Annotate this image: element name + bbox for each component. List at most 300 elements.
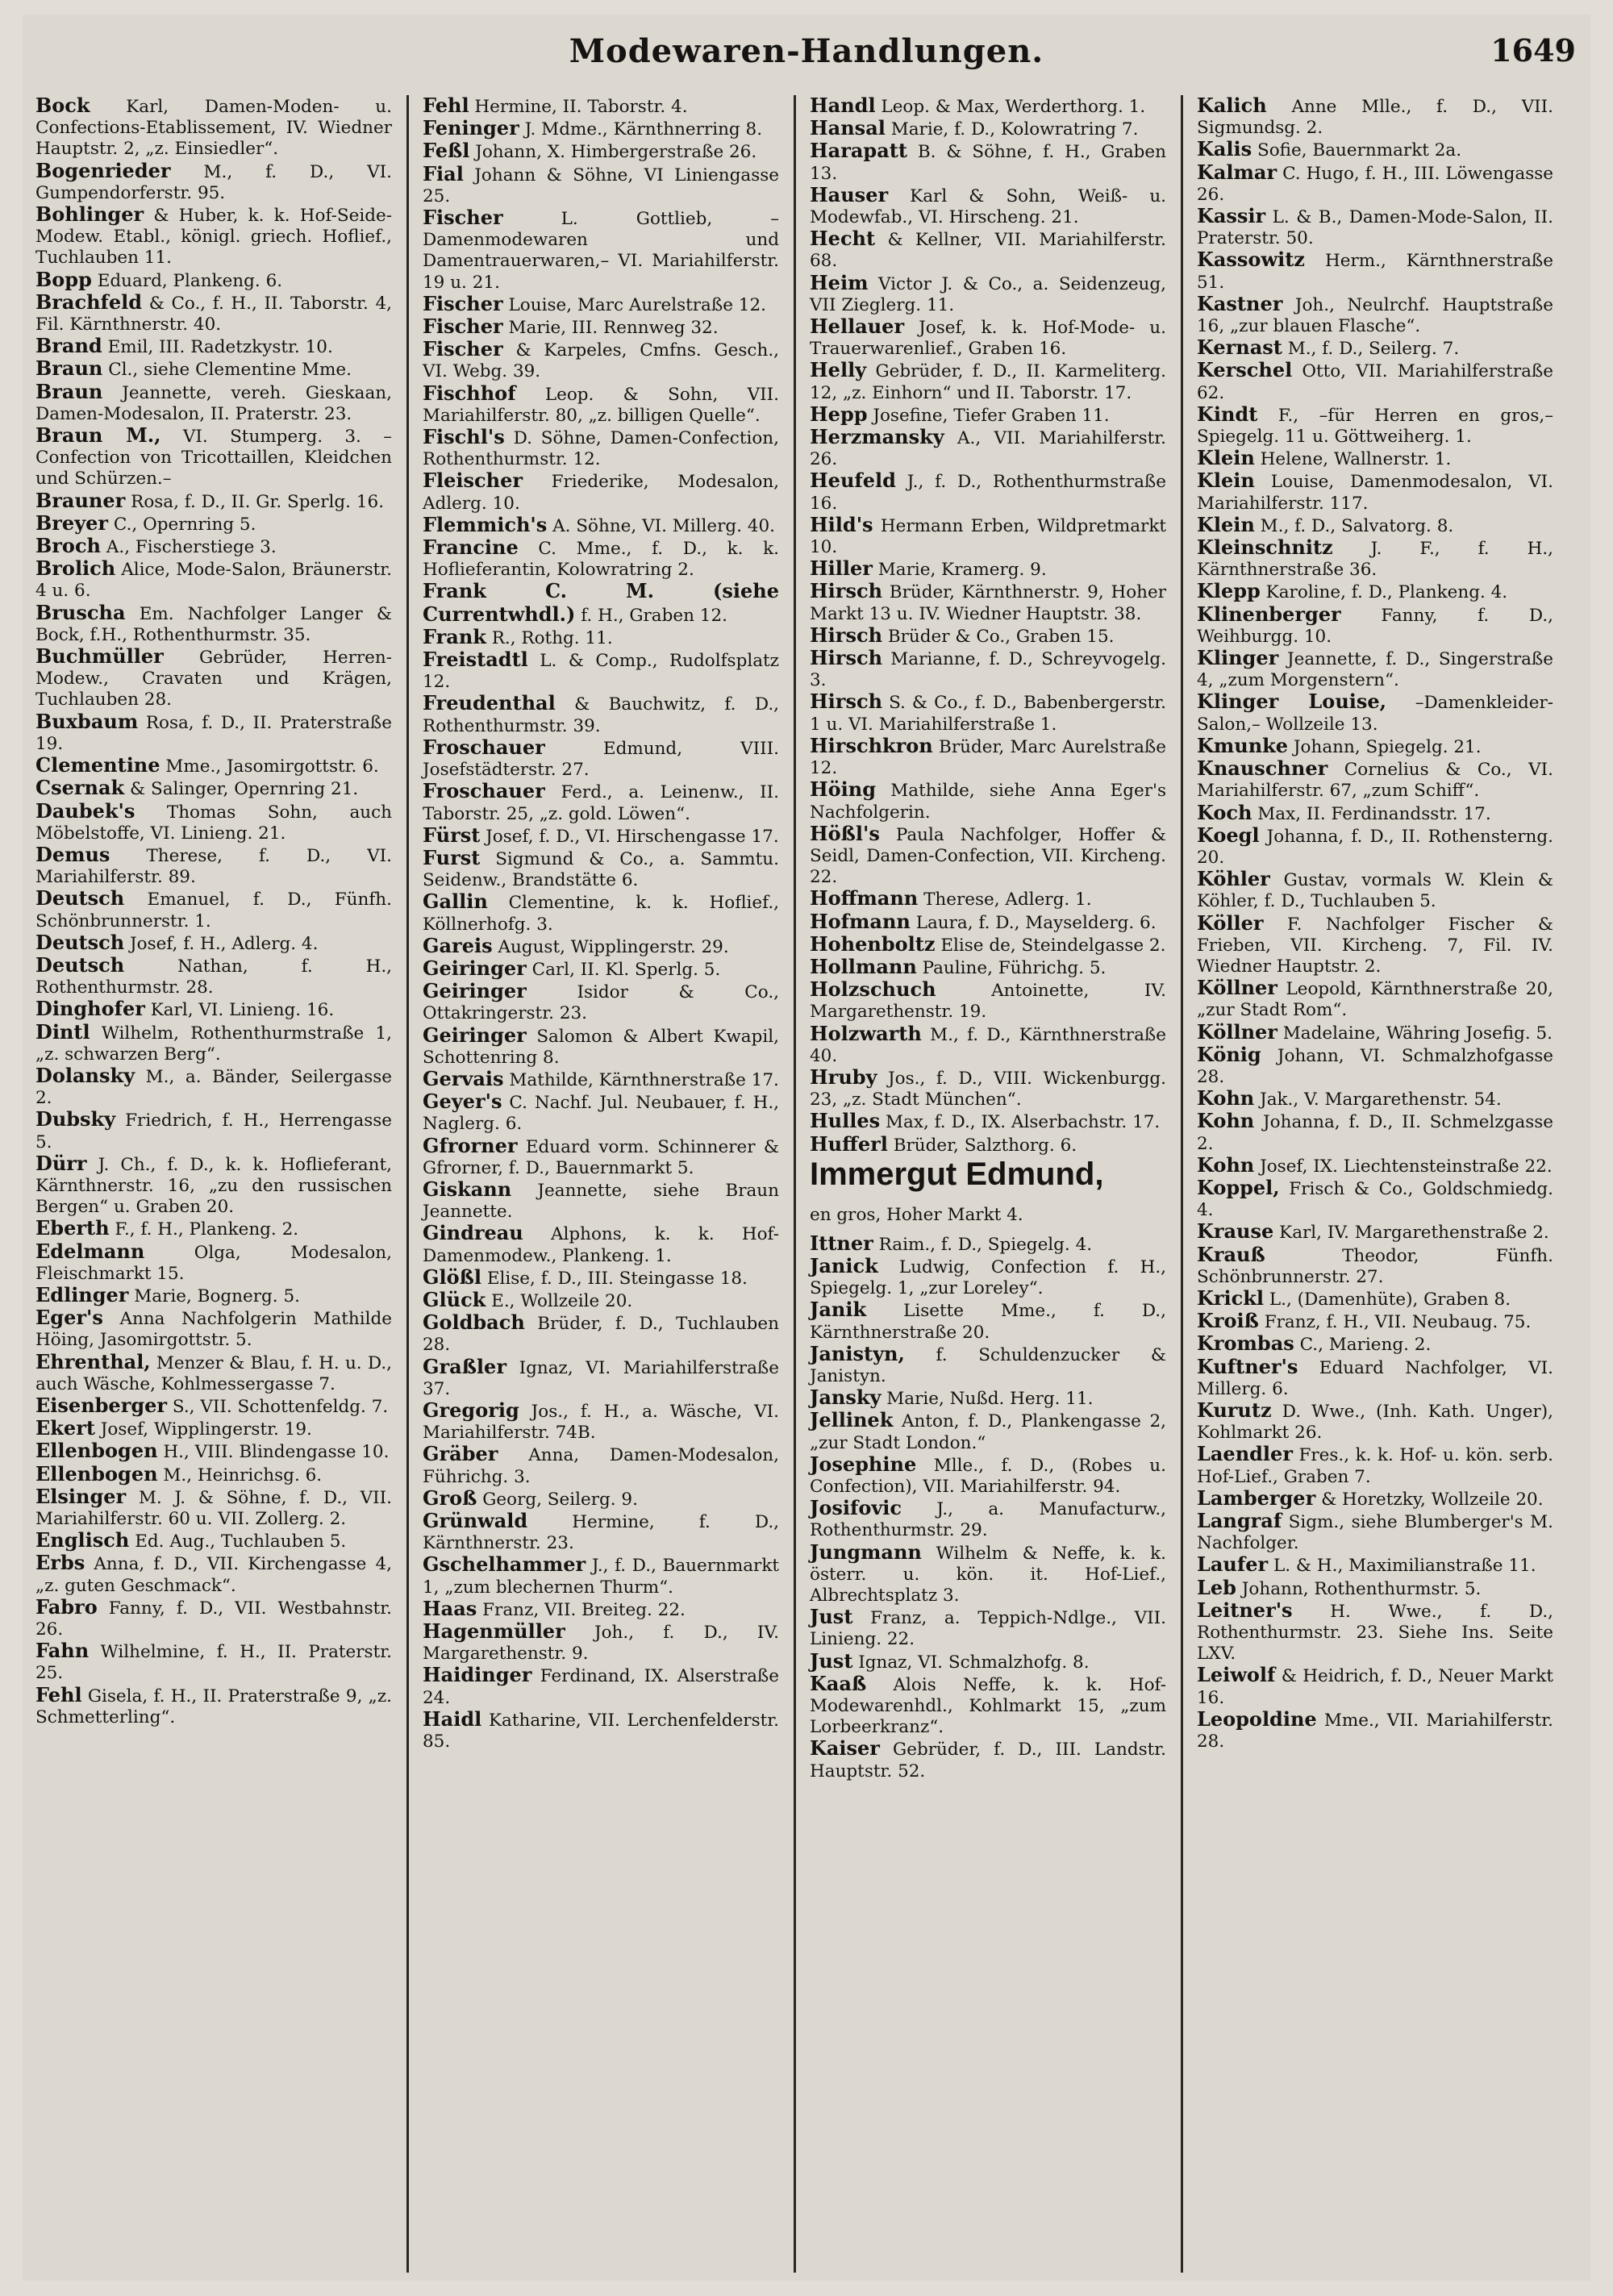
entry-details: Wilhelm & Neffe, k. k. österr. u. kön. it. Hof-Lief., Albrechtsplatz 3. xyxy=(810,1543,1166,1606)
entry-details: Max, f. D., IX. Alserbachstr. 17. xyxy=(885,1112,1161,1133)
entry-name: Dintl xyxy=(35,1019,90,1044)
entry-name: Haidl xyxy=(423,1706,482,1731)
entry-details: Isidor & Co., Ottakringerstr. 23. xyxy=(423,982,779,1024)
entry-name: Ittner xyxy=(810,1231,873,1255)
entry-name: Ekert xyxy=(35,1416,95,1440)
entry-name: Hirsch xyxy=(810,690,883,714)
entry-name: Hufferl xyxy=(810,1131,888,1156)
directory-entry xyxy=(35,888,392,931)
entry-name: Breyer xyxy=(35,510,109,535)
entry-details: Leop. & Max, Werderthorg. 1. xyxy=(881,97,1146,117)
directory-entry xyxy=(810,888,1166,910)
entry-name: Leopoldine xyxy=(1197,1706,1317,1731)
directory-entry xyxy=(810,1648,1166,1673)
entry-name: Fehl xyxy=(35,1682,82,1706)
entry-name: Kassowitz xyxy=(1197,248,1305,272)
entry-details: Anna, f. D., VII. Kirchengasse 4, „z. guten Geschmack“. xyxy=(35,1554,392,1596)
directory-entry xyxy=(423,958,779,981)
directory-entry xyxy=(810,360,1166,403)
entry-details: J. Mdme., Kärnthnerring 8. xyxy=(524,119,763,140)
directory-entry xyxy=(423,1621,779,1665)
directory-entry xyxy=(35,269,392,292)
directory-entry xyxy=(810,1253,1166,1299)
entry-details: Marie, III. Rennweg 32. xyxy=(508,318,719,339)
entry-name: Hild's xyxy=(810,512,873,536)
entry-details: Gebrüder, f. D., II. Karmeliterg. 12, „z. Einhorn“ und II. Taborstr. 17. xyxy=(810,361,1166,403)
entry-name: Bock xyxy=(35,95,90,117)
entry-name: Hirsch xyxy=(810,579,883,603)
entry-name: Froschauer xyxy=(423,735,545,759)
entry-details: Eduard vorm. Schinnerer & Gfrorner, f. D., Bauernmarkt 5. xyxy=(423,1136,779,1178)
entry-name: Fischer xyxy=(423,291,503,315)
entry-name: Hulles xyxy=(810,1109,881,1133)
entry-name: Brolich xyxy=(35,556,116,581)
directory-entry xyxy=(423,1091,779,1135)
entry-name: Krickl xyxy=(1197,1286,1264,1310)
directory-entry xyxy=(423,935,779,958)
entry-name: Dubsky xyxy=(35,1107,116,1131)
entry-name: Kroiß xyxy=(1197,1309,1259,1333)
entry-details: Karl & Sohn, Weiß- u. Modewfab., VI. Hirscheng. 21. xyxy=(810,185,1166,228)
directory-entry xyxy=(1197,1577,1553,1600)
entry-name: Hagenmüller xyxy=(423,1619,565,1644)
entry-details: J. Ch., f. D., k. k. Hoflieferant, Kärnthnerstr. 16, „zu den russischen Bergen“ u. Graben 20. xyxy=(35,1154,392,1218)
entry-details: C. Hugo, f. H., III. Löwengasse 26. xyxy=(1197,163,1553,205)
entry-name: König xyxy=(1197,1042,1261,1066)
entry-details: Raim., f. D., Spiegelg. 4. xyxy=(878,1234,1093,1255)
entry-name: Fehl xyxy=(423,95,469,117)
entry-name: Josifovic xyxy=(810,1496,902,1520)
entry-name: Freistadtl xyxy=(423,648,528,672)
directory-entry xyxy=(1197,1177,1553,1221)
directory-entry xyxy=(35,1552,392,1596)
entry-details: Fanny, f. D., VII. Westbahnstr. 26. xyxy=(35,1598,392,1640)
entry-details: Alice, Mode-Salon, Bräunerstr. 4 u. 6. xyxy=(35,560,392,602)
entry-details: Clementine, k. k. Hoflief., Köllnerhofg. 3. xyxy=(423,893,779,935)
directory-entry xyxy=(423,1554,779,1598)
entry-name: Buxbaum xyxy=(35,709,139,733)
entry-name: Krombas xyxy=(1197,1331,1294,1356)
entry-name: Jungmann xyxy=(810,1540,922,1564)
directory-column-3 xyxy=(803,95,1173,2273)
entry-name: Haas xyxy=(423,1596,477,1620)
entry-details: August, Wipplingerstr. 29. xyxy=(498,936,729,957)
entry-details: Friederike, Modesalon, Adlerg. 10. xyxy=(423,472,779,514)
entry-name: Feßl xyxy=(423,139,470,163)
entry-name: Eisenberger xyxy=(35,1393,168,1417)
entry-name: Fahn xyxy=(35,1639,90,1663)
entry-details: J., f. D., Bauernmarkt 1, „zum blechernen Thurm“. xyxy=(423,1556,780,1598)
directory-entry xyxy=(35,798,393,844)
entry-name: Köllner xyxy=(1197,976,1277,1000)
entry-name: Bohlinger xyxy=(35,202,144,227)
entry-name: Haidinger xyxy=(423,1663,532,1687)
entry-name: Feninger xyxy=(423,116,519,140)
directory-entry xyxy=(423,581,779,626)
entry-details: Karl, Damen-Moden- u. Confections-Etablissement, IV. Wiedner Hauptstr. 2, „z. Einsiedler“. xyxy=(35,97,392,160)
directory-entry xyxy=(423,825,779,848)
entry-details: Karl, IV. Margarethenstraße 2. xyxy=(1279,1223,1549,1244)
entry-name: Jellinek xyxy=(810,1408,894,1432)
directory-entry xyxy=(810,1673,1166,1739)
entry-details: Paula Nachfolger, Hoffer & Seidl, Damen-Confection, VII. Kircheng. 22. xyxy=(810,824,1166,888)
directory-entry xyxy=(423,95,779,118)
entry-name: Francine xyxy=(423,535,519,560)
directory-entry xyxy=(1197,360,1553,403)
entry-details: Josef, Wipplingerstr. 19. xyxy=(100,1419,312,1440)
entry-details: Joh., Neulrchf. Hauptstraße 16, „zur blauen Flasche“. xyxy=(1197,294,1553,337)
entry-details: Jeannette, vereh. Gieskaan, Damen-Modesalon, II. Praterstr. 23. xyxy=(35,382,392,424)
entry-name: Klein xyxy=(1197,446,1255,470)
entry-details: Anne Mlle., f. D., VII. Sigmundsg. 2. xyxy=(1197,97,1553,139)
entry-name: Kalis xyxy=(1197,137,1252,161)
directory-entry xyxy=(423,981,779,1024)
entry-details: Joh., f. D., IV. Margarethenstr. 9. xyxy=(423,1623,779,1665)
entry-details: Leop. & Sohn, VII. Mariahilferstr. 80, „z. billigen Quelle“. xyxy=(423,384,779,426)
directory-entry xyxy=(423,1135,779,1179)
entry-details: & Bauchwitz, f. D., Rothenthurmstr. 39. xyxy=(423,694,779,736)
directory-entry xyxy=(810,1738,1166,1781)
directory-entry xyxy=(1197,249,1553,293)
directory-entry xyxy=(1197,1706,1553,1752)
entry-details: F., –für Herren en gros,– Spiegelg. 11 u. Göttweiherg. 1. xyxy=(1197,405,1553,448)
entry-details: S., VII. Schottenfeldg. 7. xyxy=(172,1396,389,1417)
entry-details: C., Opernring 5. xyxy=(113,514,256,535)
directory-entry xyxy=(810,735,1166,779)
entry-name: Fleischer xyxy=(423,469,523,493)
entry-name: Leitner's xyxy=(1197,1598,1293,1622)
entry-name: Hruby xyxy=(810,1065,877,1089)
entry-details: Thomas Sohn, auch Möbelstoffe, VI. Linieng. 21. xyxy=(35,802,393,844)
entry-name: Demus xyxy=(35,842,110,866)
directory-entry xyxy=(35,292,392,335)
entry-details: Marie, f. D., Kolowratring 7. xyxy=(890,119,1139,140)
entry-name: Janistyn, xyxy=(810,1341,905,1365)
entry-name: Braun xyxy=(35,356,103,381)
entry-name: Krauß xyxy=(1197,1242,1265,1266)
entry-details: Brüder, Salzthorg. 6. xyxy=(893,1135,1077,1156)
entry-name: Hoffmann xyxy=(810,886,919,910)
entry-details: F. Nachfolger Fischer & Frieben, VII. Kircheng. 7, Fil. IV. Wiedner Hauptstr. 2. xyxy=(1197,914,1553,977)
entry-name: Erbs xyxy=(35,1551,85,1575)
entry-details: Karl, VI. Linieng. 16. xyxy=(150,1000,335,1021)
directory-entry xyxy=(1197,825,1553,869)
directory-entry xyxy=(35,998,392,1021)
page-number: 1649 xyxy=(1490,32,1576,69)
entry-name: Deutsch xyxy=(35,886,125,910)
entry-details: Johann, X. Himbergerstraße 26. xyxy=(475,142,757,163)
directory-entry xyxy=(1197,1221,1553,1244)
directory-entry xyxy=(35,646,392,711)
entry-details: Hermine, II. Taborstr. 4. xyxy=(474,97,688,117)
entry-details: Marie, Bognerg. 5. xyxy=(134,1286,300,1306)
directory-entry xyxy=(810,1410,1166,1453)
directory-entry xyxy=(1197,1019,1553,1044)
directory-entry xyxy=(810,1606,1166,1650)
entry-name: Klinenberger xyxy=(1197,602,1341,626)
entry-details: Ignaz, VI. Mariahilferstraße 37. xyxy=(423,1357,779,1399)
directory-entry xyxy=(35,844,392,888)
entry-details: Brüder & Co., Graben 15. xyxy=(887,626,1115,647)
entry-details: Alphons, k. k. Hof-Damenmodew., Plankeng. 1. xyxy=(423,1224,779,1266)
directory-entry xyxy=(35,755,392,777)
entry-details: Marie, Nußd. Herg. 11. xyxy=(886,1389,1094,1410)
entry-name: Gervais xyxy=(423,1066,504,1090)
directory-entry xyxy=(1197,1333,1553,1356)
directory-entry xyxy=(1197,1444,1553,1487)
entry-details: Nathan, f. H., Rothenthurmstr. 28. xyxy=(35,956,392,998)
entry-name: Fischer xyxy=(423,315,503,339)
entry-name: Hollmann xyxy=(810,954,917,978)
directory-entry xyxy=(1197,648,1553,691)
directory-entry xyxy=(423,140,779,163)
entry-details: Emanuel, f. D., Fünfh. Schönbrunnerstr. 1. xyxy=(35,890,392,931)
entry-name: Kalmar xyxy=(1197,160,1277,184)
entry-name: Deutsch xyxy=(35,930,125,954)
entry-details: Fres., k. k. Hof- u. kön. serb. Hof-Lief., Graben 7. xyxy=(1197,1445,1553,1487)
entry-details: Olga, Modesalon, Fleischmarkt 15. xyxy=(35,1242,392,1284)
entry-name: Hößl's xyxy=(810,821,880,845)
entry-details: Josefine, Tiefer Graben 11. xyxy=(873,405,1110,426)
directory-column-1 xyxy=(29,95,398,2273)
entry-name: Flemmich's xyxy=(423,512,548,536)
entry-details: Georg, Seilerg. 9. xyxy=(482,1489,638,1510)
directory-entry xyxy=(35,425,392,490)
entry-name: Köhler xyxy=(1197,867,1270,891)
entry-details: Otto, VII. Mariahilferstraße 62. xyxy=(1197,361,1553,403)
entry-details: L. Gottlieb, –Damenmodewaren und Damentrauerwaren,– VI. Mariahilferstr. 19 u. 21. xyxy=(423,209,779,293)
entry-name: Kassir xyxy=(1197,204,1266,228)
entry-details: Ignaz, VI. Schmalzhofg. 8. xyxy=(858,1652,1090,1673)
entry-name: Brauner xyxy=(35,488,126,512)
entry-name: Braun xyxy=(35,379,103,403)
directory-entry xyxy=(423,845,779,891)
directory-entry xyxy=(423,316,779,339)
directory-entry xyxy=(1197,470,1553,514)
entry-details: F., f. H., Plankeng. 2. xyxy=(115,1219,299,1240)
entry-details: Johann, Spiegelg. 21. xyxy=(1293,736,1482,757)
entry-details: Emil, III. Radetzkystr. 10. xyxy=(107,337,333,358)
entry-name: Herzmansky xyxy=(810,425,944,449)
entry-details: Katharine, VII. Lerchenfelderstr. 85. xyxy=(423,1710,779,1752)
directory-entry xyxy=(810,270,1166,316)
entry-name: Just xyxy=(810,1648,853,1673)
directory-entry xyxy=(1197,448,1553,470)
directory-entry xyxy=(423,1444,779,1487)
directory-entry xyxy=(1197,735,1553,758)
directory-entry xyxy=(810,911,1166,934)
directory-entry xyxy=(35,510,392,535)
entry-details: D. Söhne, Damen-Confection, Rothenthurmstr. 12. xyxy=(423,428,779,470)
entry-name: Gareis xyxy=(423,933,493,957)
directory-page xyxy=(23,15,1590,2281)
directory-entry xyxy=(1197,1488,1553,1511)
directory-entry xyxy=(1197,337,1553,360)
entry-name: Hecht xyxy=(810,227,876,251)
entry-name: Gschelhammer xyxy=(423,1552,586,1577)
entry-details: Madelaine, Währing Josefig. 5. xyxy=(1282,1023,1553,1044)
directory-entry xyxy=(423,207,779,294)
directory-entry xyxy=(423,1223,779,1266)
entry-details: Menzer & Blau, f. H. u. D., auch Wäsche, Kohlmessergasse 7. xyxy=(35,1352,392,1394)
directory-entry xyxy=(1197,869,1553,912)
entry-name: Fabro xyxy=(35,1594,98,1619)
directory-entry xyxy=(423,1665,779,1708)
directory-entry xyxy=(810,979,1166,1023)
entry-name: Kindt xyxy=(1197,402,1258,426)
entry-details: & Huber, k. k. Hof-Seide-Modew. Etabl., königl. griech. Hoflief., Tuchlauben 11. xyxy=(35,206,392,269)
directory-entry xyxy=(1197,1400,1553,1444)
directory-entry xyxy=(1197,1311,1553,1333)
entry-details: Rosa, f. D., II. Praterstraße 19. xyxy=(35,712,392,754)
directory-entry xyxy=(423,1598,779,1621)
entry-name: Geiringer xyxy=(423,956,527,980)
entry-details: C., Marieng. 2. xyxy=(1299,1335,1432,1356)
entry-details: S. & Co., f. D., Babenbergerstr. 1 u. VI. Mariahilferstraße 1. xyxy=(810,693,1167,735)
directory-entry xyxy=(423,161,779,207)
entry-details: Karoline, f. D., Plankeng. 4. xyxy=(1265,582,1508,603)
entry-details: Marianne, f. D., Schreyvogelg. 3. xyxy=(810,649,1166,691)
directory-entry xyxy=(423,512,779,537)
directory-entry xyxy=(423,383,779,427)
entry-details: en gros, Hoher Markt 4. xyxy=(810,1204,1023,1225)
directory-entry xyxy=(1197,977,1553,1021)
directory-entry xyxy=(1197,512,1553,537)
entry-name: Gräber xyxy=(423,1442,498,1466)
entry-details: Brüder, f. D., Tuchlauben 28. xyxy=(423,1314,779,1356)
entry-name: Holzwarth xyxy=(810,1021,922,1045)
entry-name: Hirschkron xyxy=(810,733,933,757)
entry-name: Frank C. M. (siehe Currentwhdl.) xyxy=(423,579,779,626)
column-divider xyxy=(1181,95,1183,2273)
directory-entry xyxy=(423,118,779,140)
directory-entry xyxy=(35,1307,392,1351)
directory-entry xyxy=(1197,404,1553,448)
entry-name: Knauschner xyxy=(1197,756,1328,781)
entry-details: A., VII. Mariahilferstr. 26. xyxy=(810,428,1166,470)
directory-entry xyxy=(35,1065,392,1109)
entry-name: Köller xyxy=(1197,910,1264,935)
entry-details: Jos., f. D., VIII. Wickenburgg. 23, „z. Stadt München“. xyxy=(810,1068,1166,1110)
directory-entry xyxy=(810,625,1166,648)
entry-name: Helly xyxy=(810,358,867,382)
directory-entry xyxy=(423,1706,779,1752)
entry-details: A., Fischerstiege 3. xyxy=(106,537,277,558)
directory-entry xyxy=(1197,758,1553,802)
directory-entry xyxy=(35,1530,392,1552)
entry-details: Franz, f. H., VII. Neubaug. 75. xyxy=(1264,1312,1532,1333)
directory-entry xyxy=(810,1156,1166,1233)
entry-name: Laufer xyxy=(1197,1552,1269,1577)
entry-details: Ferd., a. Leinenw., II. Taborstr. 25, „z. gold. Löwen“. xyxy=(423,782,779,824)
entry-details: Johann, VI. Schmalzhofgasse 28. xyxy=(1197,1045,1553,1087)
entry-details: Cl., siehe Clementine Mme. xyxy=(108,360,352,381)
entry-details: A. Söhne, VI. Millerg. 40. xyxy=(552,515,776,536)
directory-entry xyxy=(810,316,1166,360)
directory-entry xyxy=(1197,802,1553,825)
directory-entry xyxy=(35,1486,392,1530)
entry-details: Josef, IX. Liechtensteinstraße 22. xyxy=(1260,1156,1553,1177)
entry-details: Louise, Marc Aurelstraße 12. xyxy=(508,294,766,315)
directory-entry xyxy=(810,1067,1166,1110)
entry-name: Bopp xyxy=(35,267,92,291)
entry-details: M., a. Bänder, Seilergasse 2. xyxy=(35,1066,392,1109)
directory-entry xyxy=(35,711,392,755)
entry-details: D. Wwe., (Inh. Kath. Unger), Kohlmarkt 26. xyxy=(1197,1401,1553,1444)
entry-details: Lisette Mme., f. D., Kärnthnerstraße 20. xyxy=(810,1301,1166,1343)
entry-details: Hermann Erben, Wildpretmarkt 10. xyxy=(810,515,1167,558)
entry-details: –Damenkleider-Salon,– Wollzeile 13. xyxy=(1197,693,1553,735)
directory-entry xyxy=(1197,139,1553,161)
directory-entry xyxy=(1197,1600,1553,1665)
directory-entry xyxy=(35,1440,392,1463)
entry-name: Kalich xyxy=(1197,95,1267,117)
page-header xyxy=(23,15,1590,95)
entry-name: Groß xyxy=(423,1486,477,1510)
entry-name: Fial xyxy=(423,161,464,185)
entry-details: Elise de, Steindelgasse 2. xyxy=(940,935,1166,956)
entry-name: Geiringer xyxy=(423,979,527,1003)
entry-name: Kurutz xyxy=(1197,1398,1272,1422)
entry-name: Englisch xyxy=(35,1528,130,1552)
entry-name: Langraf xyxy=(1197,1509,1282,1532)
directory-entry xyxy=(423,1179,779,1223)
entry-name: Klinger xyxy=(1197,646,1279,670)
entry-details: & Heidrich, f. D., Neuer Markt 16. xyxy=(1197,1666,1553,1708)
entry-name: Hirsch xyxy=(810,646,883,670)
entry-name: Krause xyxy=(1197,1219,1274,1244)
entry-details: Salomon & Albert Kwapil, Schottenring 8. xyxy=(423,1026,779,1068)
entry-details: f. H., Graben 12. xyxy=(581,605,727,626)
directory-entry xyxy=(423,470,779,514)
entry-name: Kohn xyxy=(1197,1086,1255,1110)
directory-entry xyxy=(1197,691,1553,735)
entry-details: Theodor, Fünfh. Schönbrunnerstr. 27. xyxy=(1197,1245,1553,1287)
directory-entry xyxy=(810,691,1166,735)
entry-name: Ellenbogen xyxy=(35,1439,158,1463)
directory-entry xyxy=(35,952,392,998)
directory-entry xyxy=(810,1387,1166,1410)
entry-details: Franz, a. Teppich-Ndlge., VII. Linieng. 22. xyxy=(810,1608,1166,1650)
entry-name: Jansky xyxy=(810,1386,882,1410)
directory-entry xyxy=(1197,162,1553,206)
entry-details: Josef, f. H., Adlerg. 4. xyxy=(130,933,319,954)
directory-entry xyxy=(810,427,1166,470)
directory-entry xyxy=(1197,95,1553,139)
entry-details: J., a. Manufacturw., Rothenthurmstr. 29. xyxy=(810,1499,1166,1541)
entry-name: Harapatt xyxy=(810,139,907,163)
entry-details: Eduard Nachfolger, VI. Millerg. 6. xyxy=(1197,1357,1553,1399)
entry-name: Eberth xyxy=(35,1216,110,1240)
entry-name: Bruscha xyxy=(35,600,126,624)
entry-details: Mlle., f. D., (Robes u. Confection), VII. Mariahilferstr. 94. xyxy=(810,1455,1166,1497)
directory-entry xyxy=(810,1454,1166,1498)
directory-entry xyxy=(35,1218,392,1240)
entry-details: H., VIII. Blindengasse 10. xyxy=(163,1442,390,1463)
directory-entry xyxy=(35,1682,392,1728)
directory-entry xyxy=(423,693,779,736)
entry-name: Broch xyxy=(35,534,101,558)
page-title: Modewaren-Handlungen. xyxy=(569,32,1044,70)
entry-details: & Co., f. H., II. Taborstr. 4, Fil. Kärnthnerstr. 40. xyxy=(35,293,392,335)
directory-entry xyxy=(810,648,1166,691)
directory-entry xyxy=(423,339,779,382)
directory-entry xyxy=(35,1594,392,1640)
directory-entry xyxy=(810,512,1167,558)
entry-name: Leb xyxy=(1197,1575,1236,1599)
entry-name: Hiller xyxy=(810,556,873,581)
entry-details: Sigmund & Co., a. Sammtu. Seidenw., Brandstätte 6. xyxy=(423,848,779,891)
